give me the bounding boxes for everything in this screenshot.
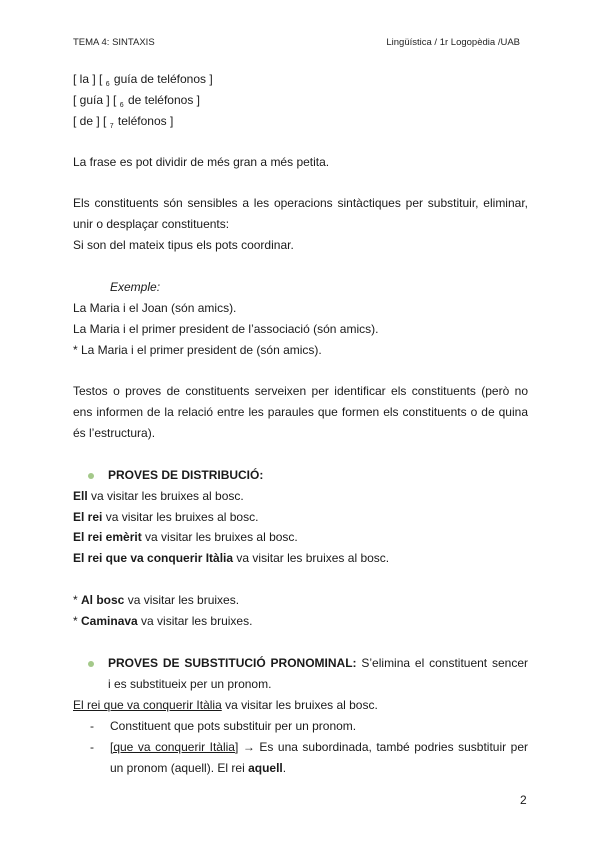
bracket-line: [ de ] [ $_7$ teléfonos ] — [73, 114, 174, 130]
example-line: La Maria i el primer president de l’associació (són amics). — [73, 322, 379, 336]
distribution-line: El rei emèrit va visitar les bruixes al bosc. — [73, 530, 298, 544]
example-label: Exemple: — [110, 280, 161, 294]
dash-marker: - — [90, 719, 94, 733]
dash-marker: - — [90, 740, 94, 754]
paragraph-1: La frase es pot dividir de més gran a més petita. — [73, 155, 330, 169]
distribution-line: Ell va visitar les bruixes al bosc. — [73, 489, 244, 503]
dash-item-1: Constituent que pots substituir per un pronom. — [110, 719, 357, 733]
paragraph-3-line-1: Testos o proves de constituents serveixen per identificar els constituents (però no — [73, 384, 528, 398]
ungrammatical-line: * Caminava va visitar les bruixes. — [73, 614, 253, 628]
distribution-line: El rei que va conquerir Itàlia va visitar les bruixes al bosc. — [73, 551, 390, 565]
distribution-line: El rei va visitar les bruixes al bosc. — [73, 510, 259, 524]
substitution-example: El rei que va conquerir Itàlia va visitar les bruixes al bosc. — [73, 698, 378, 712]
substitution-text: i es substitueix per un pronom. — [108, 677, 272, 691]
bullet-icon — [88, 473, 94, 479]
paragraph-3-line-2: ens informen de la relació entre les paraules que formen els constituents o de quina — [73, 405, 528, 419]
bracket-line: [ la ] [ $_6$ guía de teléfonos ] — [73, 72, 213, 88]
example-line: * La Maria i el primer president de (són amics). — [73, 343, 322, 357]
dash-item-2-cont: un pronom (aquell). El rei aquell. — [110, 761, 287, 775]
page-number: 2 — [520, 793, 527, 807]
paragraph-2-line-3: Si son del mateix tipus els pots coordinar. — [73, 238, 294, 252]
header-left: TEMA 4: SINTAXIS — [73, 37, 155, 48]
paragraph-2-line-2: unir o desplaçar constituents: — [73, 217, 230, 231]
paragraph-3-line-3: és l’estructura). — [73, 426, 156, 440]
section-title-distribucio: PROVES DE DISTRIBUCIÓ: — [108, 468, 264, 482]
bullet-icon — [88, 661, 94, 667]
ungrammatical-line: * Al bosc va visitar les bruixes. — [73, 593, 240, 607]
bracket-line: [ guía ] [ $_6$ de teléfonos ] — [73, 93, 200, 109]
header-right: Lingüística / 1r Logopèdia /UAB — [386, 37, 520, 48]
section-title-substitucio: PROVES DE SUBSTITUCIÓ PRONOMINAL: S’elimina el constituent sencer — [108, 656, 528, 670]
dash-item-2: [que va conquerir Itàlia] → Es una subordinada, també podries susbtituir per — [110, 740, 528, 754]
example-line: La Maria i el Joan (són amics). — [73, 301, 237, 315]
paragraph-2-line-1: Els constituents són sensibles a les operacions sintàctiques per substituir, eliminar, — [73, 196, 528, 210]
